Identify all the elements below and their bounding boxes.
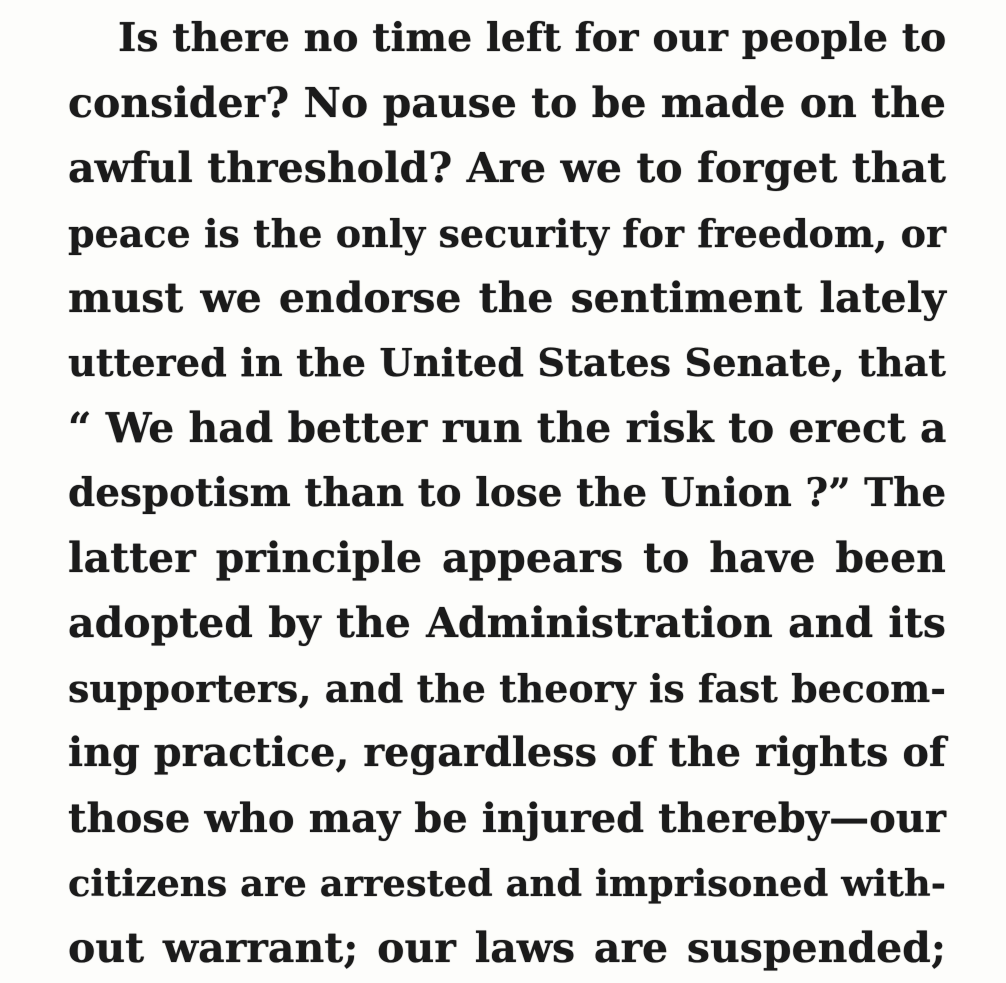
text-line-14: citizens are arrested and imprisoned with- bbox=[68, 861, 946, 905]
text-line-6: uttered in the United States Senate, that bbox=[68, 341, 946, 386]
text-line-13: those who may be injured thereby—our bbox=[68, 795, 946, 842]
text-line-4: peace is the only security for freedom, or bbox=[68, 211, 946, 256]
article-column bbox=[68, 6, 946, 981]
text-line-3: awful threshold? Are we to forget that bbox=[68, 144, 946, 192]
text-line-7: “ We had better run the risk to erect a bbox=[68, 404, 947, 452]
text-line-1: Is there no time left for our people to bbox=[118, 15, 947, 61]
text-line-12: ing practice, regardless of the rights of bbox=[68, 730, 946, 776]
text-line-5: must we endorse the sentiment lately bbox=[68, 274, 946, 322]
text-line-2: consider? No pause to be made on the bbox=[68, 79, 946, 127]
text-line-15: out warrant; our laws are suspended; bbox=[68, 924, 946, 972]
text-line-10: adopted by the Administration and its bbox=[68, 599, 946, 647]
text-line-11: supporters, and the theory is fast becom- bbox=[68, 666, 946, 711]
text-line-8: despotism than to lose the Union ?” The bbox=[68, 470, 947, 516]
text-line-9: latter principle appears to have been bbox=[68, 534, 946, 582]
